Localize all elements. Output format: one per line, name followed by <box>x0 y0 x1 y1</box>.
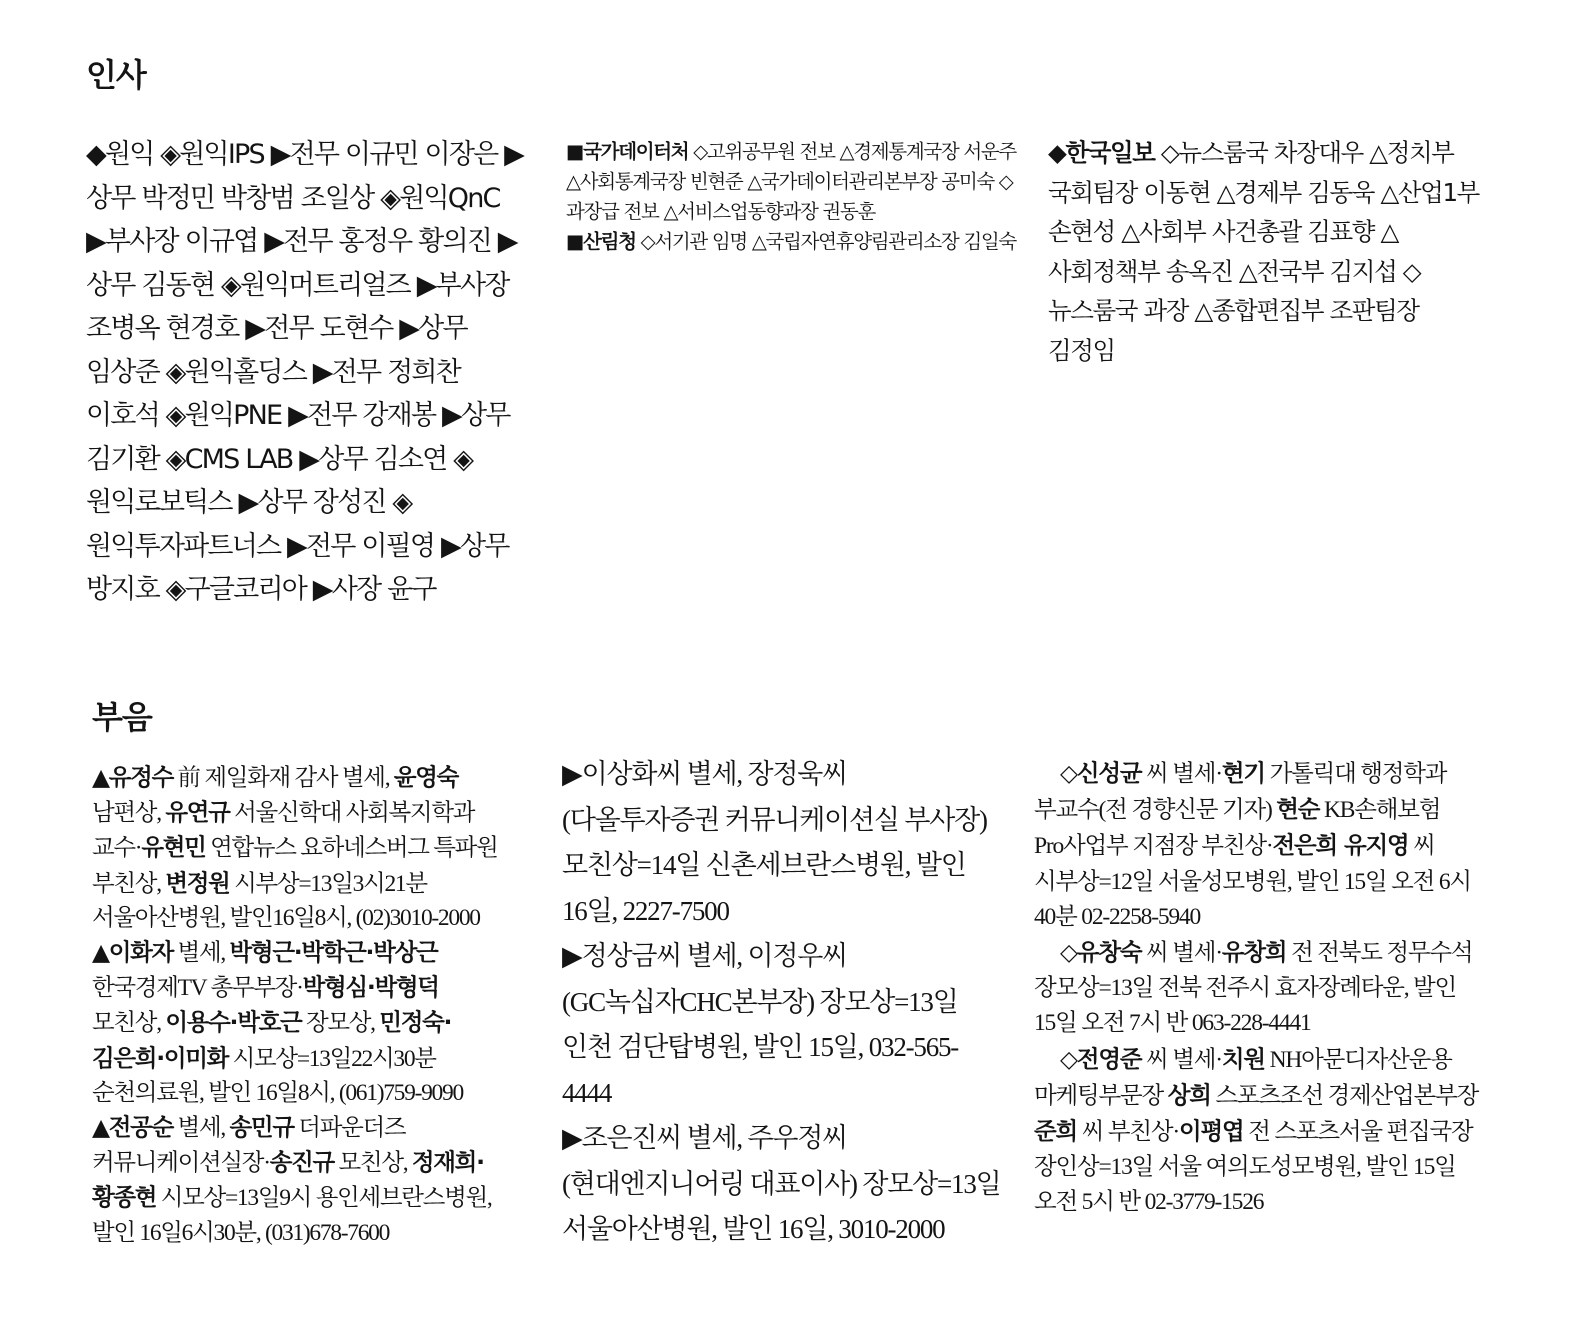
obituary-text: ◇ <box>1060 1046 1077 1073</box>
obituary-entry <box>92 935 504 1110</box>
person-name: ▲유정수 <box>92 763 173 791</box>
obituary-text: 시모상=13일22시30분 순천의료원, 발인 16일8시, (061)759-9090 <box>92 1045 463 1106</box>
person-name: 정재희·황종현 <box>92 1148 484 1212</box>
obituary-text: 남편상, <box>92 800 166 827</box>
person-name: 유창희 <box>1221 938 1287 967</box>
obituary-text: 시모상=13일9시 용인세브란스병원, 발인 16일6시30분, (031)678-7600 <box>92 1185 492 1246</box>
obituary-entry <box>1034 1042 1482 1221</box>
person-name: ▲전공순 <box>92 1113 173 1142</box>
appointment-text: ◇뉴스룸국 차장대우 △정치부 국회팀장 이동현 △경제부 김동욱 △산업1부 손현성 △사회부 사건총괄 김표향 △사회정책부 송옥진 △전국부 김지섭 ◇뉴스룸국 과장 △종합편집부 조판팀장 김정임 <box>1048 138 1479 365</box>
obituary-text: 별세, <box>172 940 230 967</box>
personnel-column-a: ◆원익 ◈원익IPS ▶전무 이규민 이장은 ▶상무 박정민 박창범 조일상 ◈원익QnC ▶부사장 이규엽 ▶전무 홍정우 황의진 ▶상무 김동현 ◈원익머트리얼즈 ▶부사장 조병옥 현경호 ▶전무 도현수 ▶상무 임상준 ◈원익홀딩스 ▶전무 정희찬 이호석 ◈원익PNE ▶전무 강재봉 ▶상무 김기환 ◈CMS LAB ▶상무 김소연 ◈원익로보틱스 ▶상무 장성진 ◈원익투자파트너스 ▶전무 이필영 ▶상무 방지호 ◈구글코리아 ▶사장 윤구 <box>86 139 524 605</box>
personnel-entry <box>566 137 1016 227</box>
person-name: 박형심·박형덕 <box>302 973 439 1002</box>
obituary-text: ◇ <box>1060 761 1077 787</box>
obituary-text: 前 제일화재 감사 별세, <box>172 765 394 791</box>
person-name: 신성균 <box>1076 759 1142 787</box>
obituary-text: 장모상, <box>301 1010 380 1037</box>
person-name: ▲이화자 <box>92 938 173 967</box>
appointment-text: ◇서기관 임명 △국립자연휴양림관리소장 김일숙 <box>635 230 1016 253</box>
obituary-entry: ▶정상금씨 별세, 이정우씨(GC녹십자CHC본부장) 장모상=13일 인천 검단탑병원, 발인 15일, 032-565-4444 <box>562 941 959 1108</box>
personnel-column-c <box>1048 133 1488 370</box>
personnel-entry <box>1048 133 1488 370</box>
personnel-section-title: 인사 <box>86 56 146 94</box>
obituary-text: 서울신학대 사회복지학과 교수· <box>92 800 475 862</box>
obituary-text: ◇ <box>1060 940 1077 967</box>
obituary-text: KB손해보험 Pro사업부 지점장 부친상· <box>1034 797 1441 860</box>
organization-name: ■산림청 <box>566 230 636 253</box>
obituary-column-a <box>92 760 504 1250</box>
obituary-text: 모친상, <box>333 1150 412 1177</box>
person-name: 송진규 <box>269 1148 334 1177</box>
obituary-entry <box>92 1110 504 1250</box>
person-name: 변정원 <box>165 868 230 897</box>
person-name: 이평엽 <box>1179 1117 1244 1146</box>
personnel-entry <box>566 227 1016 257</box>
person-name: 현기 <box>1221 759 1265 787</box>
obituary-text: 가톨릭대 행정학과 부교수(전 경향신문 기자) <box>1034 761 1447 824</box>
obituary-column-b <box>562 752 1002 1253</box>
appointment-text: ◇고위공무원 전보 △경제통계국장 서운주 △사회통계국장 빈현준 △국가데이터관리본부장 공미숙 ◇과장급 전보 △서비스업동향과장 권동훈 <box>566 140 1016 223</box>
person-name: 전은희 유지영 <box>1272 831 1409 860</box>
obituary-text: 씨 부친상· <box>1077 1119 1179 1146</box>
person-name: 이용수·박호근 <box>165 1008 302 1037</box>
organization-name: ■국가데이터처 <box>566 140 689 163</box>
person-name: 유현민 <box>141 833 206 862</box>
obituary-text: 별세, <box>172 1115 230 1142</box>
obituary-text: 한국경제TV 총무부장· <box>92 975 303 1002</box>
obituary-text: 씨 별세· <box>1141 940 1222 967</box>
person-name: 준희 <box>1034 1117 1078 1146</box>
person-name: 민정숙·김은희·이미화 <box>92 1008 452 1072</box>
person-name: 유창숙 <box>1076 938 1142 967</box>
person-name: 전영준 <box>1076 1044 1142 1073</box>
personnel-column-b <box>566 137 1016 257</box>
person-name: 치원 <box>1221 1044 1265 1073</box>
obituary-text: 더파운더즈 커뮤니케이션실장· <box>92 1115 406 1177</box>
obituary-entry: ▶이상화씨 별세, 장정욱씨(다올투자증권 커뮤니케이션실 부사장) 모친상=14일 신촌세브란스병원, 발인 16일, 2227-7500 <box>562 759 987 926</box>
obituary-text: 모친상, <box>92 1010 166 1037</box>
obituary-text: 씨 별세· <box>1141 761 1222 787</box>
person-name: 현순 <box>1276 795 1320 824</box>
obituary-text: 스포츠조선 경제산업본부장 <box>1210 1082 1479 1109</box>
obituary-text: 시부상=13일3시21분 서울아산병원, 발인16일8시, (02)3010-2000 <box>92 870 480 931</box>
person-name: 박형근·박학근·박상근 <box>229 938 438 967</box>
obituary-text: 씨 시부상=12일 서울성모병원, 발인 15일 오전 6시 40분 02-2258-5940 <box>1034 833 1471 930</box>
obituary-text: 전 스포츠서울 편집국장 장인상=13일 서울 여의도성모병원, 발인 15일 오전 5시 반 02-3779-1526 <box>1034 1119 1473 1216</box>
obituary-text: 전 전북도 정무수석 장모상=13일 전북 전주시 효자장례타운, 발인 15일 오전 7시 반 063-228-4441 <box>1034 940 1473 1037</box>
obituary-entry <box>1034 756 1482 935</box>
person-name: 유연규 <box>165 798 230 827</box>
obituary-entry <box>1034 935 1482 1042</box>
obituary-column-c <box>1034 756 1482 1221</box>
obituary-text: NH아문디자산운용 마케팅부문장 <box>1034 1046 1452 1109</box>
obituary-entry <box>92 760 504 935</box>
person-name: 송민규 <box>229 1113 294 1142</box>
obituary-section-title: 부음 <box>92 698 152 736</box>
person-name: 상희 <box>1167 1080 1211 1109</box>
organization-name: ◆한국일보 <box>1048 138 1155 167</box>
obituary-text: 연합뉴스 요하네스버그 특파원 부친상, <box>92 835 498 897</box>
person-name: 윤영숙 <box>393 763 459 791</box>
obituary-entry: ▶조은진씨 별세, 주우정씨(현대엔지니어링 대표이사) 장모상=13일 서울아산병원, 발인 16일, 3010-2000 <box>562 1123 1001 1244</box>
obituary-text: 씨 별세· <box>1141 1046 1222 1073</box>
